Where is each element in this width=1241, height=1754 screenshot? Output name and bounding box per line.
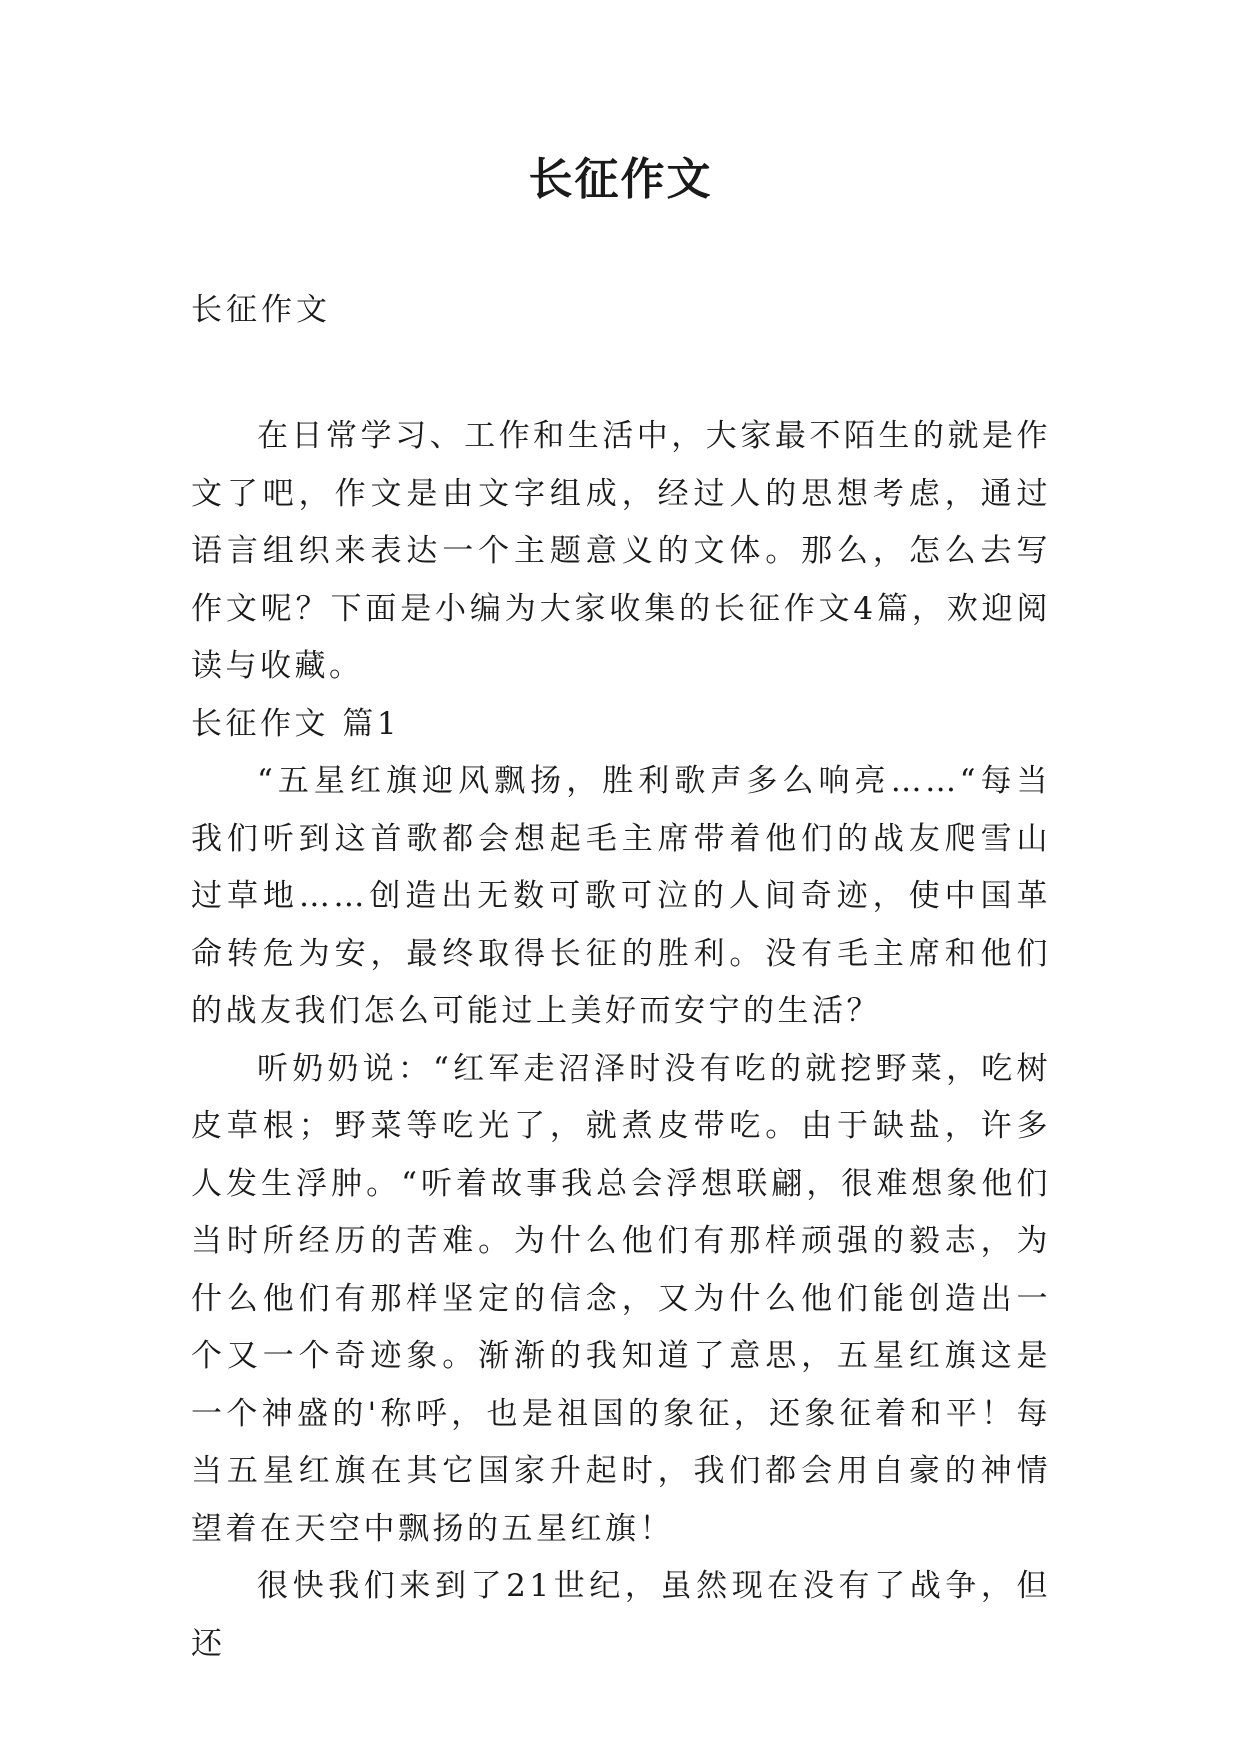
paragraph: 听奶奶说：“红军走沼泽时没有吃的就挖野菜，吃树皮草根；野菜等吃光了，就煮皮带吃。由于缺盐，许多人发生浮肿。“听着故事我总会浮想联翩，很难想象他们当时所经历的苦难。为什么他们有那样顽强的毅志，为什么他们有那样坚定的信念，又为什么他们能创造出一个又一个奇迹象。渐渐的我知道了意思，五星红旗这是一个神盛的'称呼，也是祖国的象征，还象征着和平！每当五星红旗在其它国家升起时，我们都会用自豪的神情望着在天空中飘扬的五星红旗！ [191, 1050, 1051, 1547]
paragraph: 很快我们来到了21世纪，虽然现在没有了战争，但还 [191, 1568, 1051, 1662]
paragraph-intro: 在日常学习、工作和生活中，大家最不陌生的就是作文了吧，作文是由文字组成，经过人的思想考虑，通过语言组织来表达一个主题意义的文体。那么，怎么去写作文呢？下面是小编为大家收集的长征作文4篇，欢迎阅读与收藏。 [191, 418, 1051, 684]
document-title: 长征作文 [528, 154, 713, 205]
section-heading-part-1: 长征作文 篇1 [191, 705, 401, 742]
document-body [191, 408, 1051, 1673]
document-subtitle: 长征作文 [191, 292, 331, 328]
paragraph: “五星红旗迎风飘扬，胜利歌声多么响亮……“每当我们听到这首歌都会想起毛主席带着他们的战友爬雪山过草地……创造出无数可歌可泣的人间奇迹，使中国革命转危为安，最终取得长征的胜利。没有毛主席和他们的战友我们怎么可能过上美好而安宁的生活？ [191, 763, 1051, 1029]
